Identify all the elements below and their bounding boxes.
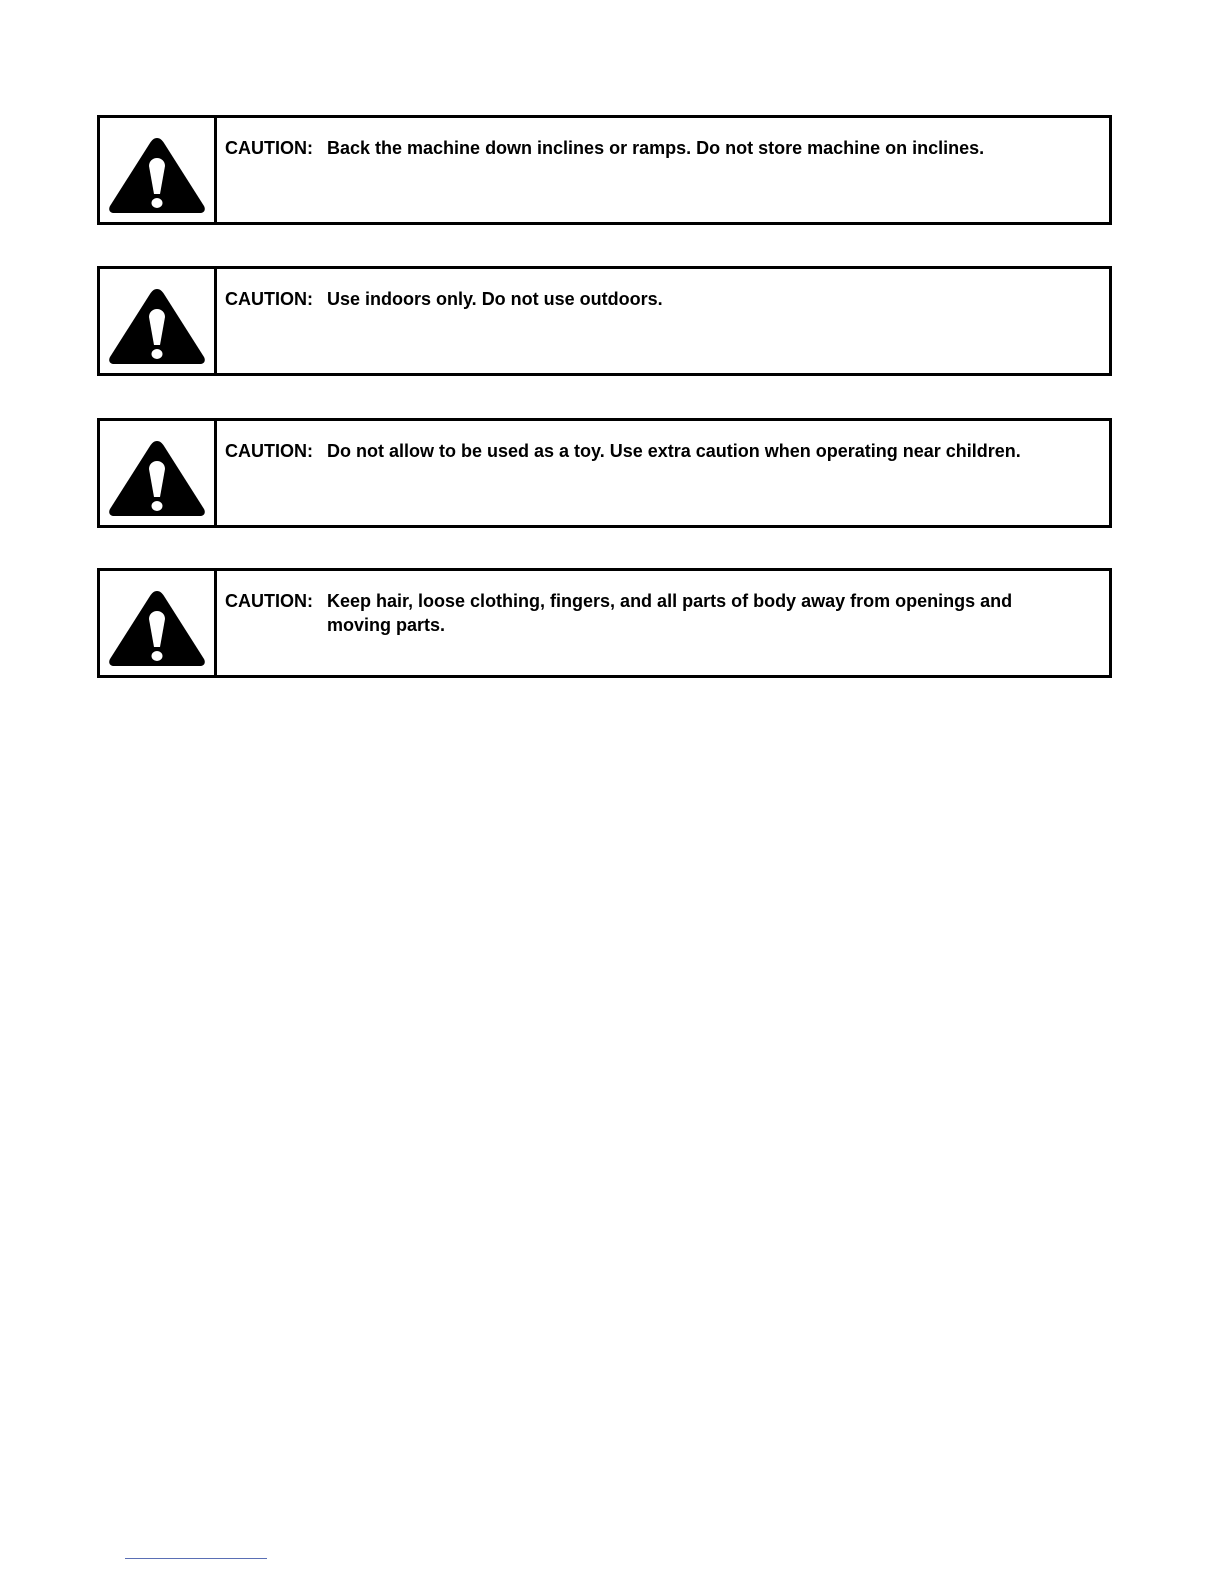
caution-label: CAUTION: xyxy=(225,138,313,158)
icon-cell xyxy=(100,118,217,222)
footer-rule xyxy=(125,1558,267,1559)
icon-cell xyxy=(100,421,217,525)
warning-triangle-icon xyxy=(107,589,207,667)
caution-text-cell xyxy=(217,118,1109,222)
caution-message: Do not allow to be used as a toy. Use extra caution when operating near children. xyxy=(327,441,1021,461)
caution-box xyxy=(97,418,1112,528)
caution-message: Use indoors only. Do not use outdoors. xyxy=(327,289,663,309)
warning-triangle-icon xyxy=(107,439,207,517)
icon-cell xyxy=(100,571,217,675)
caution-box xyxy=(97,115,1112,225)
caution-label: CAUTION: xyxy=(225,289,313,309)
caution-box xyxy=(97,568,1112,678)
caution-label: CAUTION: xyxy=(225,441,313,461)
icon-cell xyxy=(100,269,217,373)
caution-text-cell xyxy=(217,571,1109,675)
caution-text-cell xyxy=(217,421,1109,525)
caution-text-cell xyxy=(217,269,1109,373)
caution-label: CAUTION: xyxy=(225,591,313,611)
warning-triangle-icon xyxy=(107,287,207,365)
caution-box xyxy=(97,266,1112,376)
caution-message: Back the machine down inclines or ramps. Do not store machine on inclines. xyxy=(327,138,985,158)
caution-message: Keep hair, loose clothing, fingers, and all parts of body away from openings and moving parts. xyxy=(327,591,1013,635)
warning-triangle-icon xyxy=(107,136,207,214)
